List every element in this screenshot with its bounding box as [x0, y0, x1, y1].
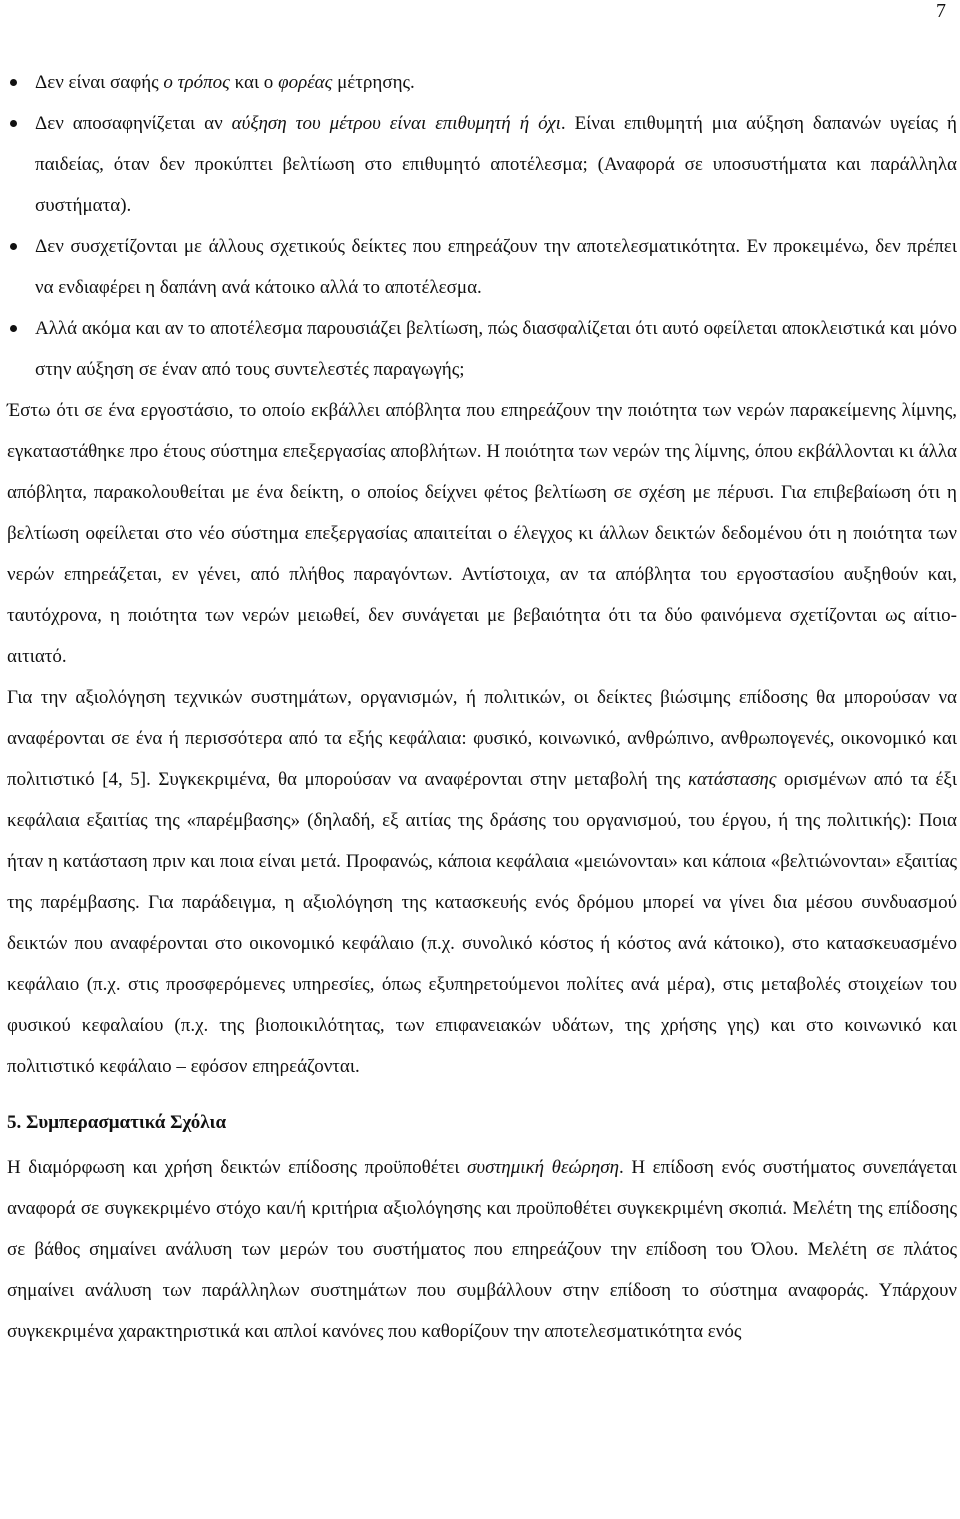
bullet-item-4: Αλλά ακόμα και αν το αποτέλεσμα παρουσιάζει βελτίωση, πώς διασφαλίζεται ότι αυτό οφείλεται αποκλειστικά και μόνο στην αύξηση σε έναν από τους συντελεστές παραγωγής;	[7, 308, 957, 390]
text-run: . Είναι επιθυμητή μια αύξηση δαπανών υγείας ή παιδείας, όταν δεν προκύπτει βελτίωση στο επιθυμητό αποτέλεσμα; (Αναφορά σε υποσυστήματα και παράλληλα συστήματα).	[35, 113, 957, 216]
text-run: ορισμένων από τα έξι κεφάλαια εξαιτίας της «παρέμβασης» (δηλαδή, εξ αιτίας της δράσης του οργανισμού, του έργου, ή της πολιτικής): Ποια ήταν η κατάσταση πριν και ποια είναι μετά. Προφανώς, κάποια κεφάλαια «μειώνονται» και κάποια «βελτιώνονται» εξαιτίας της παρέμβασης. Για παράδειγμα, η αξιολόγηση της κατασκευής ενός δρόμου μπορεί να γίνει δια μέσου συνδυασμού δεικτών που αναφέρονται στο οικονομικό κεφάλαιο (π.χ. συνολικό κόστος ή κόστος ανά κάτοικο), στο κατασκευασμένο κεφάλαιο (π.χ. στις προσφερόμενες υπηρεσίες, όπως εξυπηρετούμενοι πολίτες ανά μέρα), στις μεταβολές στοιχείων του φυσικού κεφαλαίου (π.χ. της βιοποικιλότητας, των επιφανειακών υδάτων, της χρήσης γης) και στο κοινωνικό και πολιτιστικό κεφάλαιο – εφόσον επηρεάζονται.	[7, 769, 958, 1077]
emphasis-text: φορέας	[278, 72, 333, 93]
emphasis-text: αύξηση του μέτρου είναι επιθυμητή ή όχι	[231, 113, 561, 134]
text-run: και ο	[229, 72, 279, 93]
bullet-item-3: Δεν συσχετίζονται με άλλους σχετικούς δείκτες που επηρεάζουν την αποτελεσματικότητα. Εν προκειμένω, δεν πρέπει να ενδιαφέρει η δαπάνη ανά κάτοικο αλλά το αποτέλεσμα.	[7, 226, 957, 308]
criticism-bullet-list	[7, 62, 957, 390]
text-run: Για την αξιολόγηση τεχνικών συστημάτων, οργανισμών, ή πολιτικών, οι δείκτες βιώσιμης επίδοσης θα μπορούσαν να αναφέρονται σε ένα ή περισσότερα από τα εξής κεφάλαια: φυσικό, κοινωνικό, ανθρώπινο, ανθρωπογενές, οικονομικό και πολιτιστικό [4, 5]. Συγκεκριμένα, θα μπορούσαν να αναφέρονται στην μεταβολή της	[7, 687, 957, 790]
emphasis-text: συστημική θεώρηση	[467, 1157, 620, 1178]
text-run: μέτρησης.	[332, 72, 415, 93]
page-number: 7	[936, 0, 946, 22]
bullet-item-1	[7, 62, 957, 103]
emphasis-text: ο τρόπος	[163, 72, 230, 93]
text-run: Δεν είναι σαφής	[35, 72, 164, 93]
paragraph-factory-example: Έστω ότι σε ένα εργοστάσιο, το οποίο εκβάλλει απόβλητα που επηρεάζουν την ποιότητα των νερών παρακείμενης λίμνης, εγκαταστάθηκε προ έτους σύστημα επεξεργασίας αποβλήτων. Η ποιότητα των νερών της λίμνης, όπου εκβάλλονται κι άλλα απόβλητα, παρακολουθείται με ένα δείκτη, ο οποίος δείχνει φέτος βελτίωση σε σχέση με πέρυσι. Για επιβεβαίωση ότι η βελτίωση οφείλεται στο νέο σύστημα επεξεργασίας απαιτείται ο έλεγχος κι άλλων δεικτών δεδομένου ότι η ποιότητα των νερών επηρεάζεται, εν γένει, από πλήθος παραγόντων. Αντίστοιχα, αν τα απόβλητα του εργοστασίου αυξηθούν και, ταυτόχρονα, η ποιότητα των νερών μειωθεί, δεν συνάγεται με βεβαιότητα ότι τα δύο φαινόμενα σχετίζονται ως αίτιο-αιτιατό.	[7, 400, 957, 667]
document-body	[7, 62, 957, 1352]
emphasis-text: κατάστασης	[687, 769, 777, 790]
text-run: Δεν αποσαφηνίζεται αν	[35, 113, 232, 134]
paragraph-conclusions	[7, 1147, 957, 1352]
paragraph-capital-indicators	[7, 677, 957, 1087]
text-run: Η διαμόρφωση και χρήση δεικτών επίδοσης προϋποθέτει	[7, 1157, 468, 1178]
bullet-item-2	[7, 103, 957, 226]
text-run: . Η επίδοση ενός συστήματος συνεπάγεται αναφορά σε συγκεκριμένο στόχο και/ή κριτήρια αξιολόγησης και προϋποθέτει συγκεκριμένη σκοπιά. Μελέτη της επίδοσης σε βάθος σημαίνει ανάλυση των μερών του συστήματος που επηρεάζουν την επίδοση του Όλου. Μελέτη σε πλάτος σημαίνει ανάλυση των παράλληλων συστημάτων που συμβάλλουν στην επίδοση το σύστημα αναφοράς. Υπάρχουν συγκεκριμένα χαρακτηριστικά και απλοί κανόνες που καθορίζουν την αποτελεσματικότητα ενός	[7, 1157, 957, 1342]
section-heading: 5. Συμπερασματικά Σχόλια	[7, 1112, 227, 1133]
